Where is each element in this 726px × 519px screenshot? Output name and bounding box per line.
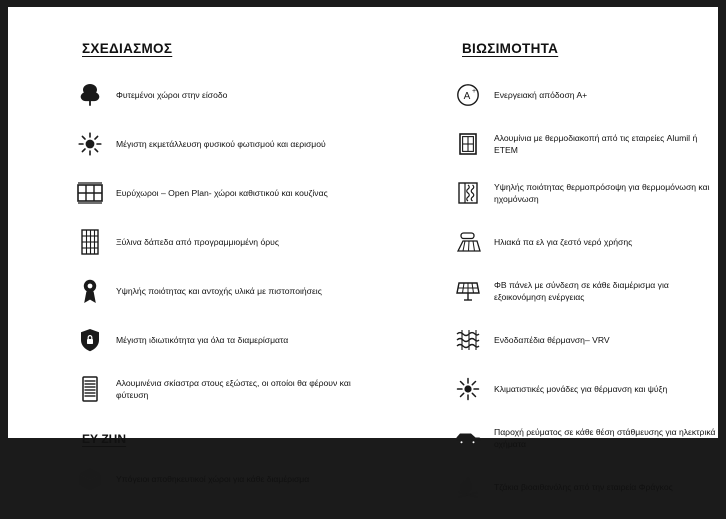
- list-item: [70, 372, 360, 406]
- document-page: [8, 7, 718, 492]
- list-item: [448, 323, 716, 357]
- underfloor-heating-icon: [448, 323, 488, 357]
- list-item: [448, 78, 716, 112]
- list-item: [70, 225, 360, 259]
- list-item-label: Ηλιακά πα ελ για ζεστό νερό χρήσης: [494, 236, 633, 247]
- insulated-wall-icon: [448, 176, 488, 210]
- list-item: [70, 462, 360, 496]
- list-item: [70, 176, 360, 210]
- award-medal-icon: [70, 274, 110, 308]
- list-item-label: Υψηλής ποιότητας θερμοπρόσοψη για θερμομόνωση και ηχομόνωση: [494, 181, 710, 204]
- storage-box-icon: [70, 462, 110, 496]
- left-column: [70, 41, 360, 511]
- list-item: [448, 421, 716, 455]
- list-item-label: Ενδοδαπέδια θέρμανση– VRV: [494, 334, 610, 345]
- wood-floor-icon: [70, 225, 110, 259]
- right-column: [448, 41, 716, 519]
- list-item: [448, 127, 716, 161]
- list-item-label: Ενεργειακή απόδοση Α+: [494, 89, 588, 100]
- svg-text:+: +: [471, 88, 477, 95]
- tree-icon: [70, 78, 110, 112]
- list-item-label: Αλουμινένια σκίαστρα στους εξώστες, οι οποίοι θα φέρουν και φύτευση: [116, 377, 351, 400]
- list-item-label: Τζάκια βιοαιθανόλης από την εταιρεία Φράγκος: [494, 481, 673, 492]
- list-item: [448, 274, 716, 308]
- energy-rating-icon: [448, 78, 488, 112]
- list-item-label: Φυτεμένοι χώροι στην είσοδο: [116, 89, 228, 100]
- ev-charger-car-icon: [448, 421, 488, 455]
- section-title-design: ΣΧΕΔΙΑΣΜΟΣ: [82, 41, 173, 56]
- list-item-label: Μέγιστη εκμετάλλευση φυσικού φωτισμού και αερισμού: [116, 138, 326, 149]
- heating-cooling-icon: [448, 372, 488, 406]
- list-item-label: Υψηλής ποιότητας και αντοχής υλικά με πιστοποιήσεις: [116, 285, 322, 296]
- subsection-title-ey-zhn: ΕΥ ΖΗΝ: [82, 432, 127, 446]
- list-item-label: ΦΒ πάνελ με σύνδεση σε κάθε διαμέρισμα για εξοικονόμηση ενέργειας: [494, 279, 669, 302]
- solar-water-heater-icon: [448, 225, 488, 259]
- shutter-blinds-icon: [70, 372, 110, 406]
- list-item-label: Κλιματιστικές μονάδες για θέρμανση και ψύξη: [494, 383, 668, 394]
- list-item: [448, 176, 716, 210]
- list-item-label: Υπόγειοι αποθηκευτικοί χώροι για κάθε διαμέρισμα: [116, 473, 310, 484]
- list-item: [448, 470, 716, 504]
- list-item: [70, 274, 360, 308]
- floor-plan-icon: [70, 176, 110, 210]
- list-item: [70, 127, 360, 161]
- shield-lock-icon: [70, 323, 110, 357]
- list-item-label: Ευρύχωροι – Open Plan- χώροι καθιστικού και κουζίνας: [116, 187, 328, 198]
- list-item-label: Ξύλινα δάπεδα από προγραμμιομένη όρυς: [116, 236, 279, 247]
- sun-icon: [70, 127, 110, 161]
- list-item-label: Αλουμίνια με θερμοδιακοπή από τις εταιρείες Alumil ή ETEM: [494, 132, 698, 155]
- list-item: [448, 372, 716, 406]
- list-item: [448, 225, 716, 259]
- list-item: [70, 323, 360, 357]
- list-item: [70, 78, 360, 112]
- svg-text:A: A: [463, 91, 471, 102]
- subsection-wellbeing: [70, 432, 360, 446]
- fireplace-icon: [448, 470, 488, 504]
- list-item-label: Μέγιστη ιδιωτικότητα για όλα τα διαμερίσματα: [116, 334, 289, 345]
- pv-panel-icon: [448, 274, 488, 308]
- section-title-sustainability: ΒΙΩΣΙΜΟΤΗΤΑ: [462, 41, 559, 56]
- window-frame-icon: [448, 127, 488, 161]
- columns-container: [8, 7, 718, 492]
- list-item-label: Παροχή ρεύματος σε κάθε θέση στάθμευσης για ηλεκτρικά οχήματα: [494, 426, 716, 449]
